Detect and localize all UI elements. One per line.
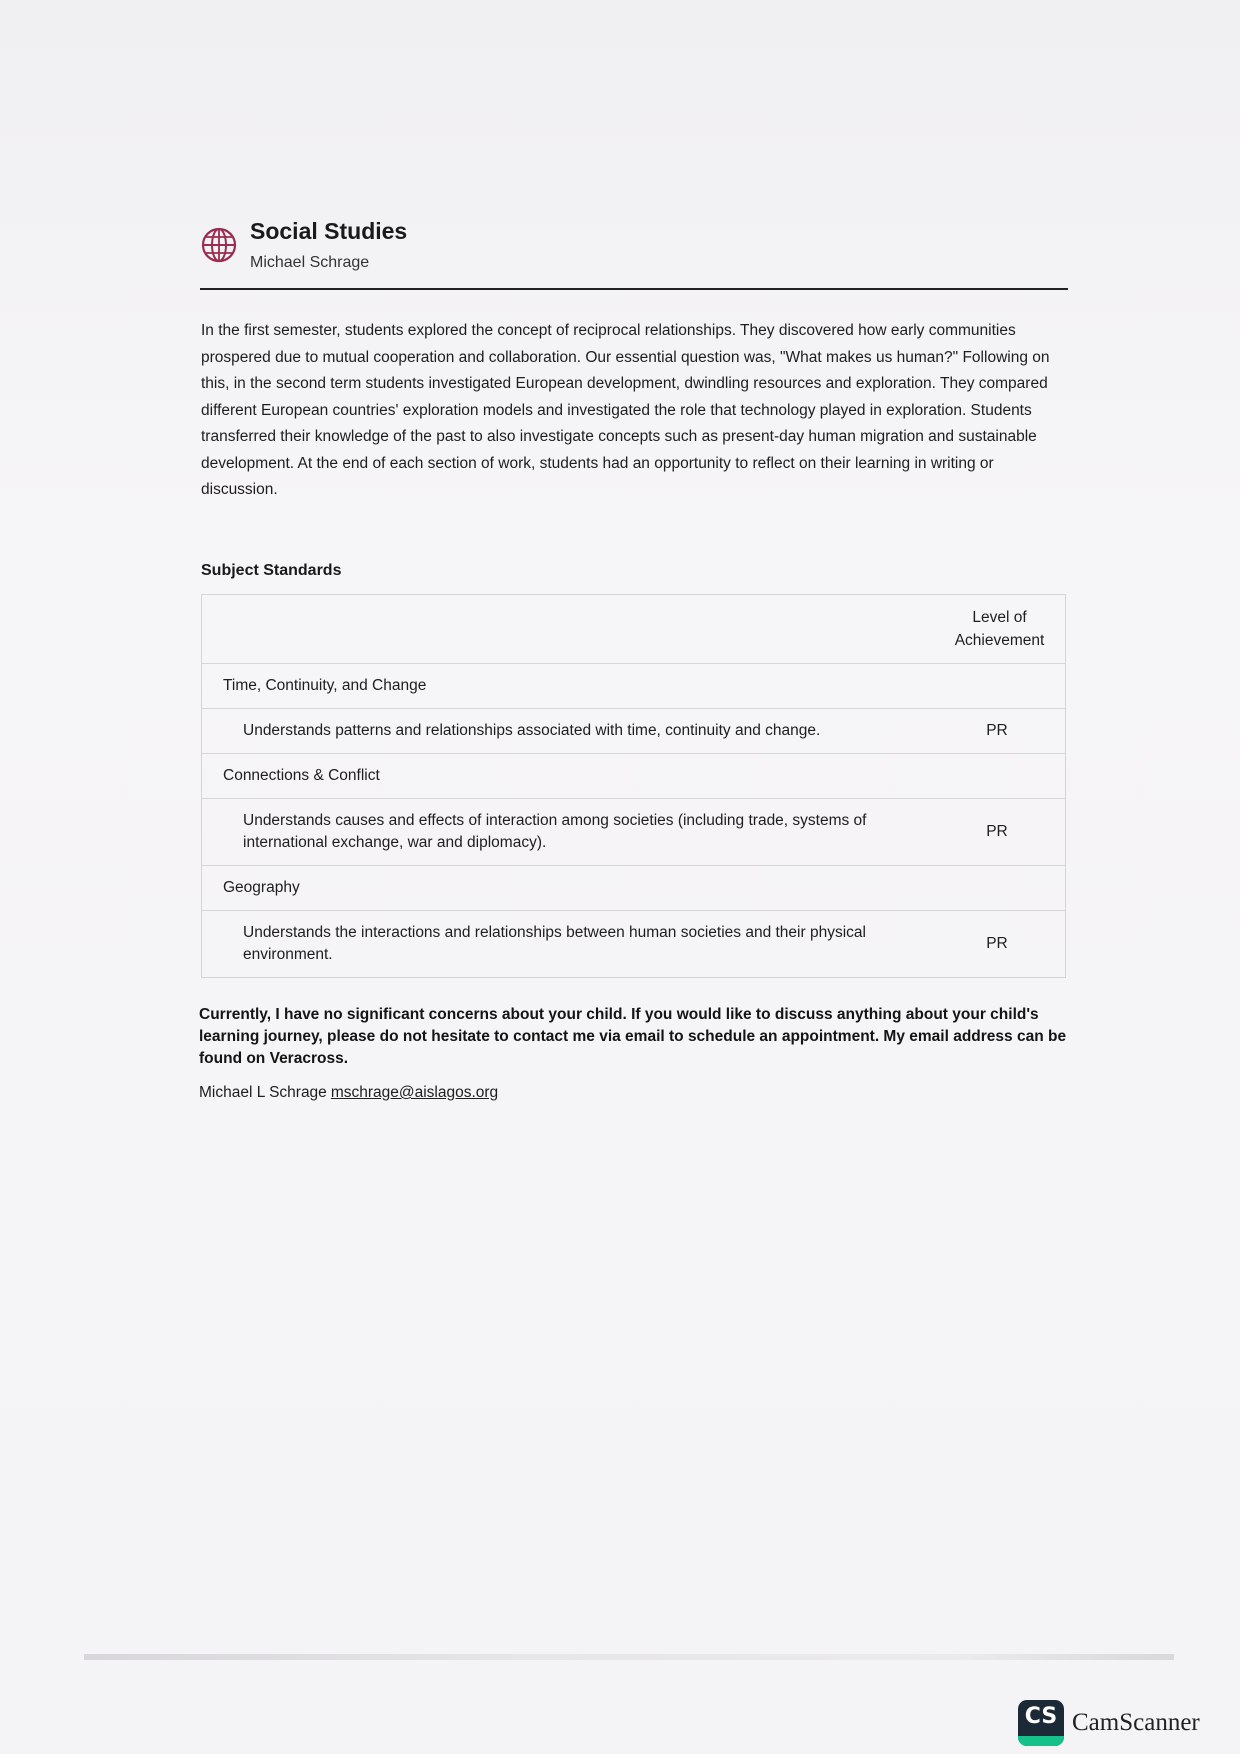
globe-icon bbox=[200, 226, 238, 264]
camscanner-logo-icon bbox=[1018, 1700, 1064, 1746]
table-row bbox=[202, 911, 1066, 978]
scan-page-edge bbox=[84, 1654, 1174, 1660]
signature-name: Michael L Schrage bbox=[199, 1084, 327, 1101]
category-name: Connections & Conflict bbox=[202, 754, 935, 799]
teacher-name: Michael Schrage bbox=[250, 254, 370, 271]
achievement-level: PR bbox=[934, 799, 1066, 866]
subject-header bbox=[200, 218, 1068, 290]
camscanner-watermark bbox=[1018, 1700, 1200, 1746]
category-name: Time, Continuity, and Change bbox=[202, 664, 935, 709]
intro-paragraph: In the first semester, students explored the concept of reciprocal relationships. They discovered how early communities prospered due to mutual cooperation and collaboration. Our essential question was, "What makes us human?" Following on this, in the second term students investigated European development, dwindling resources and exploration. They compared different European countries' exploration models and investigated the role that technology played in exploration. Students transferred their knowledge of the past to also investigate concepts such as present-day human migration and sustainable development. At the end of each section of work, students had an opportunity to reflect on their learning in writing or discussion. bbox=[201, 322, 1050, 498]
category-row bbox=[202, 664, 1066, 709]
camscanner-wordmark: CamScanner bbox=[1072, 1709, 1200, 1736]
table-header-row bbox=[202, 595, 1066, 664]
standard-text: Understands patterns and relationships associated with time, continuity and change. bbox=[202, 709, 935, 754]
standards-table bbox=[201, 594, 1066, 978]
email-link[interactable]: mschrage@aislagos.org bbox=[330, 1084, 499, 1101]
achievement-level: PR bbox=[934, 911, 1066, 978]
camscanner-logo-text: CS bbox=[1024, 1704, 1058, 1729]
category-name: Geography bbox=[202, 866, 935, 911]
standard-text: Understands the interactions and relationships between human societies and their physical environment. bbox=[202, 911, 935, 978]
category-row bbox=[202, 866, 1066, 911]
achievement-level: PR bbox=[934, 709, 1066, 754]
table-header-blank bbox=[202, 595, 935, 664]
table-row bbox=[202, 799, 1066, 866]
signature-line bbox=[199, 1084, 498, 1102]
category-row bbox=[202, 754, 1066, 799]
closing-statement: Currently, I have no significant concerns about your child. If you would like to discuss anything about your child's learning journey, please do not hesitate to contact me via email to schedule an appointment. My email address can be found on Veracross. bbox=[199, 1006, 1067, 1067]
table-row bbox=[202, 709, 1066, 754]
standards-heading: Subject Standards bbox=[201, 562, 342, 579]
level-of-achievement-header: Level of Achievement bbox=[934, 595, 1066, 664]
subject-title: Social Studies bbox=[250, 218, 408, 244]
standard-text: Understands causes and effects of interaction among societies (including trade, systems of international exchange, war and diplomacy). bbox=[202, 799, 935, 866]
